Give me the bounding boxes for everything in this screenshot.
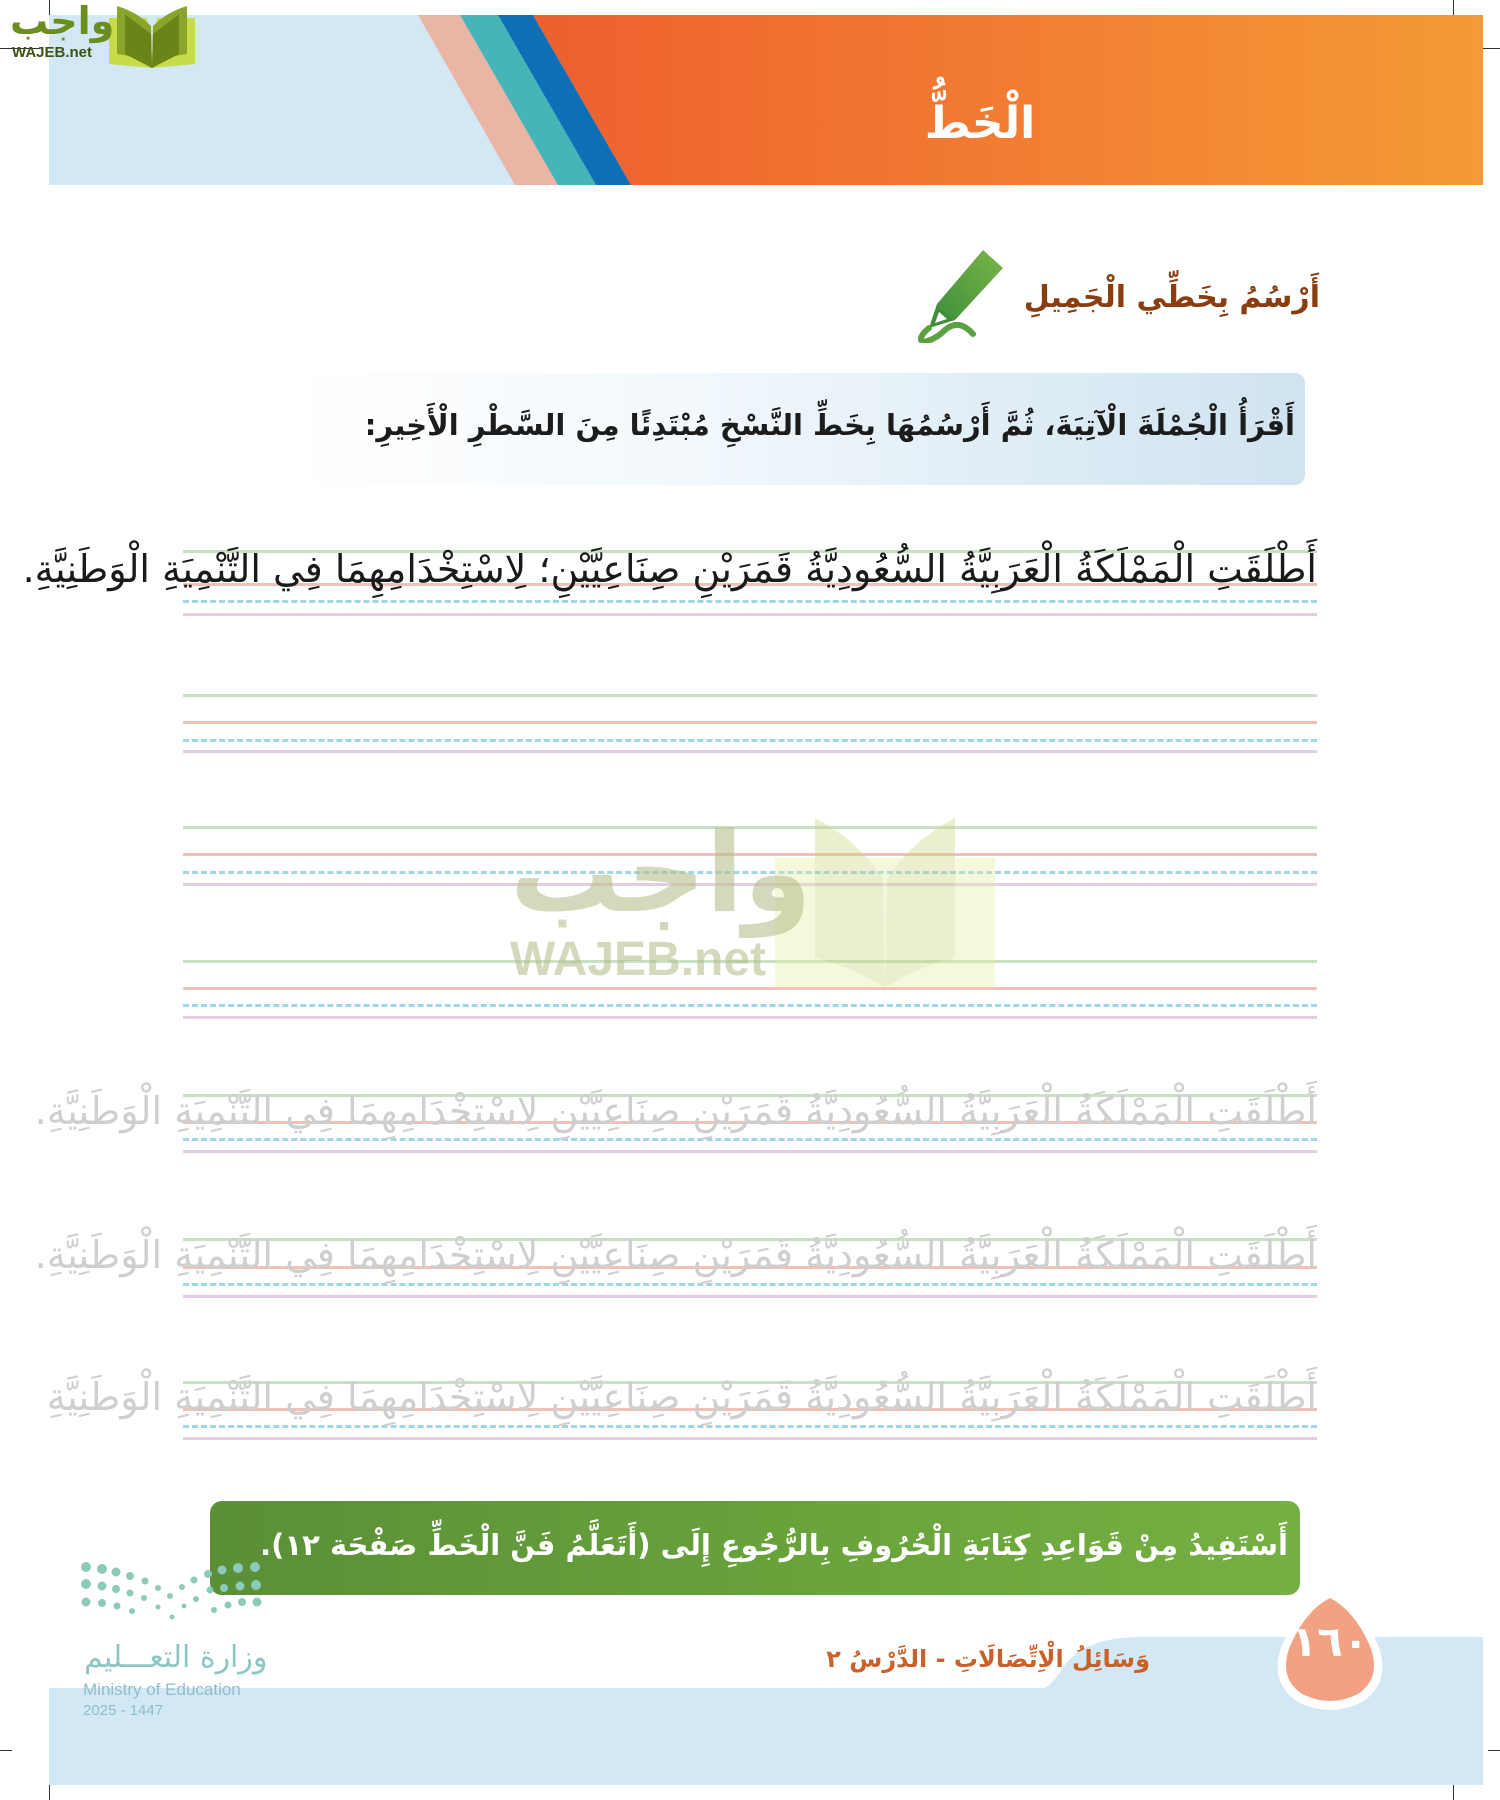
ministry-name-arabic: وزارة التعـــليم	[84, 1640, 268, 1675]
tip-text: أَسْتَفِيدُ مِنْ قَوَاعِدِ كِتَابَةِ الْحُرُوفِ بِالرُّجُوعِ إِلَى (أَتَعَلَّمُ فَنَّ الْخَطِّ صَفْحَة ١٢).	[260, 1528, 1288, 1562]
trace-sentence[interactable]: أَطْلَقَتِ الْمَمْلَكَةُ الْعَرَبِيَّةُ السُّعُودِيَّةُ قَمَرَيْنِ صِنَاعِيَّيْنِ لِاسْتِخْدَامِهِمَا فِي التَّنْمِيَةِ الْوَطَنِيَّةِ.	[34, 1089, 1317, 1133]
watermark-latin: WAJEB.net	[510, 933, 767, 986]
wajeb-logo-arabic: واجب	[10, 0, 115, 43]
ministry-year: 2025 - 1447	[83, 1702, 164, 1719]
page-number: ١٦٠	[1291, 1617, 1369, 1666]
guide-line-dashed	[183, 1138, 1317, 1141]
guide-line-baseline[interactable]	[183, 721, 1317, 724]
guide-line-bottom	[183, 1150, 1317, 1153]
crop-mark	[1488, 1750, 1500, 1751]
watermark-arabic: واجب	[510, 809, 812, 937]
page-title: الْخَطُّ	[924, 98, 1036, 149]
crop-mark	[0, 1750, 12, 1751]
guide-line-bottom	[183, 1437, 1317, 1440]
footer-band	[49, 1688, 1483, 1785]
guide-line-dashed[interactable]	[183, 1004, 1317, 1007]
ministry-name-english: Ministry of Education	[83, 1680, 241, 1699]
lesson-label: وَسَائِلُ الْاِتِّصَالَاتِ - الدَّرْسُ ٢	[826, 1645, 1150, 1673]
guide-line-dashed	[183, 600, 1317, 603]
guide-line-baseline[interactable]	[183, 987, 1317, 990]
guide-line-top[interactable]	[183, 694, 1317, 697]
guide-line-dashed	[183, 1425, 1317, 1428]
section-heading: أَرْسُمُ بِخَطِّي الْجَمِيلِ	[1023, 280, 1320, 315]
guide-line-dashed[interactable]	[183, 739, 1317, 742]
ministry-logo-dots-icon	[80, 1562, 270, 1627]
guide-line-bottom[interactable]	[183, 750, 1317, 753]
pencil-icon	[915, 248, 1005, 343]
trace-sentence[interactable]: أَطْلَقَتِ الْمَمْلَكَةُ الْعَرَبِيَّةُ السُّعُودِيَّةُ قَمَرَيْنِ صِنَاعِيَّيْنِ لِاسْتِخْدَامِهِمَا فِي التَّنْمِيَةِ الْوَطَنِيَّةِ	[46, 1375, 1317, 1419]
instruction-text: أَقْرَأُ الْجُمْلَةَ الْآتِيَةَ، ثُمَّ أَرْسُمُهَا بِخَطِّ النَّسْخِ مُبْتَدِئًا مِنَ السَّطْرِ الْأَخِيرِ:	[364, 408, 1295, 442]
book-icon	[107, 4, 197, 68]
wajeb-logo-latin: WAJEB.net	[12, 44, 93, 61]
trace-sentence[interactable]: أَطْلَقَتِ الْمَمْلَكَةُ الْعَرَبِيَّةُ السُّعُودِيَّةُ قَمَرَيْنِ صِنَاعِيَّيْنِ لِاسْتِخْدَامِهِمَا فِي التَّنْمِيَةِ الْوَطَنِيَّةِ.	[34, 1233, 1317, 1277]
guide-line-bottom[interactable]	[183, 1016, 1317, 1019]
guide-line-dashed	[183, 1283, 1317, 1286]
model-sentence: أَطْلَقَتِ الْمَمْلَكَةُ الْعَرَبِيَّةُ السُّعُودِيَّةُ قَمَرَيْنِ صِنَاعِيَّيْنِ؛ لِاسْتِخْدَامِهِمَا فِي التَّنْمِيَةِ الْوَطَنِيَّةِ.	[22, 547, 1317, 591]
guide-line-bottom	[183, 1295, 1317, 1298]
guide-line-bottom	[183, 613, 1317, 616]
